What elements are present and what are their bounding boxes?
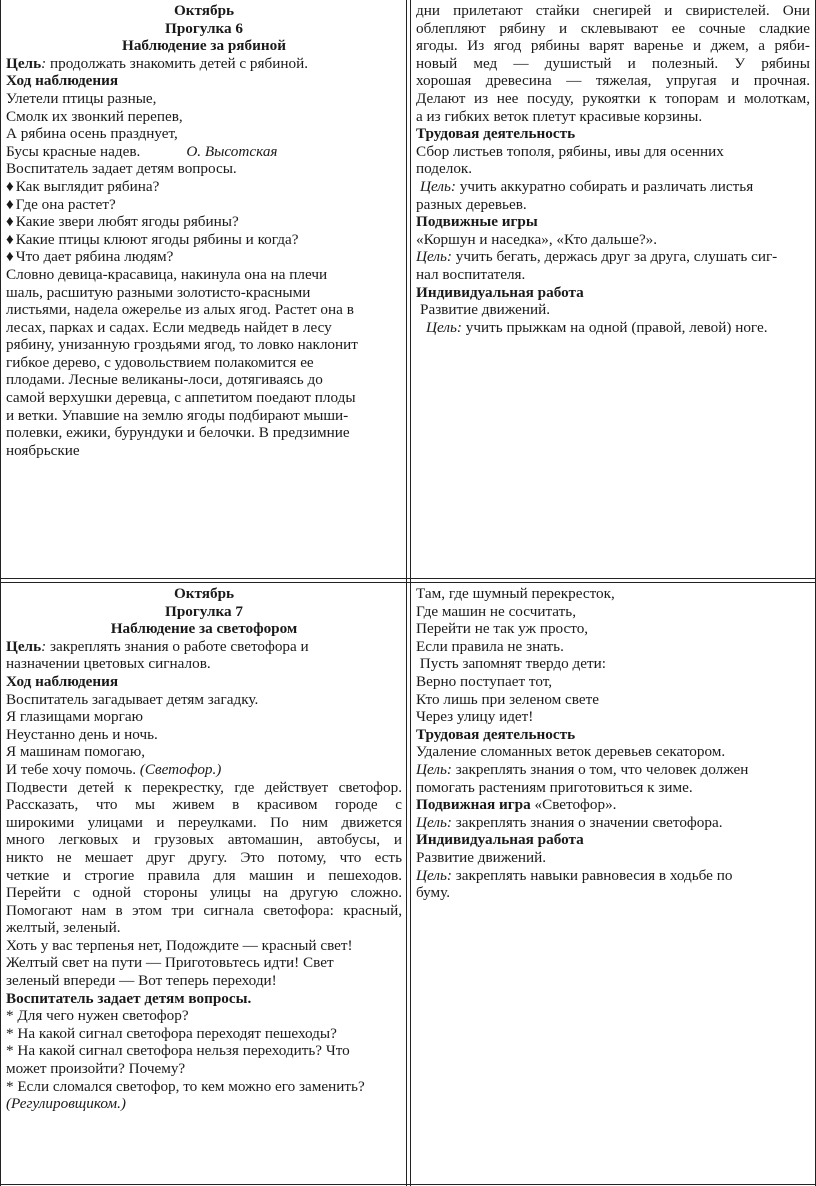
question-item: ♦ Где она растет? [6,196,402,214]
riddle-line: Я машинам помогаю, [6,743,146,761]
goal-label: Цель [6,637,42,655]
continuation-line: облепляют рябину и склевывают ее сочные сладкие [416,19,810,37]
verse-line: зеленый впереди — Вот теперь переходи! [6,972,277,990]
labor-goal [416,761,810,779]
topic-heading: Наблюдение за светофором [110,620,298,638]
poem-line: Через улицу идет! [416,708,534,726]
individual-goal-label: Цель: [426,318,462,336]
story-line: гибкое дерево, с удовольствием полакомится ее [6,353,314,371]
teacher-asks: Воспитатель задает детям вопросы. [6,160,237,178]
month-heading: Октябрь [173,2,235,19]
goal-line [6,638,402,656]
game-line [416,796,810,814]
individual-goal-text: закреплять навыки равновесия в ходьбе по [451,866,733,884]
games-goal [416,248,810,266]
question-item: * На какой сигнал светофора нельзя переходить? Что [6,1042,350,1060]
story-line: ноябрьские [6,441,80,459]
walk-heading: Прогулка 6 [165,19,243,37]
individual-goal-label: Цель: [416,866,452,884]
story-line: много легковых и грузовых автомашин, автобусы, и [6,831,402,849]
poem-line: Где машин не сосчитать, [416,602,577,620]
individual-goal [416,319,810,337]
poem-line: А рябина осень празднует, [6,125,178,143]
continuation-line: новый мед — душистый и полезный. У рябины [416,54,810,72]
game-heading: Подвижная игра [416,796,531,814]
story-line: рябину, унизанную гроздьями ягод, то ловко наклонит [6,336,358,354]
goal-text: продолжать знакомить детей с рябиной. [46,54,309,72]
goal-colon: : [41,54,47,72]
riddle-line: Неустанно день и ночь. [6,725,158,743]
verse-line: Желтый свет на пути — Приготовьтесь идти! Свет [6,954,334,972]
table-border-bottom [0,1184,816,1185]
labor-text: Сбор листьев тополя, рябины, ивы для осенних [416,142,724,160]
poem-line: Пусть запомнят твердо дети: [416,655,607,673]
story-line: самой верхушки деревца, с аппетитом поедают плоды [6,389,356,407]
poem-line: Улетели птицы разные, [6,89,157,107]
verse-line: Хоть у вас терпенья нет, Подождите — красный свет! [6,936,353,954]
riddle-line [6,761,402,779]
game-goal-label: Цель: [416,813,452,831]
story-line: Подвести детей к перекрестку, где действует светофор. [6,778,402,796]
individual-text: Развитие движений. [420,301,551,319]
poem-line: Верно поступает тот, [416,672,553,690]
question-item: ♦ Что дает рябина людям? [6,248,402,266]
question-item: ♦ Какие птицы клюют ягоды рябины и когда? [6,231,402,249]
game-goal [416,814,810,832]
story-line: шаль, расшитую разными золотисто-красными [6,283,311,301]
individual-goal-text: учить прыжкам на одной (правой, левой) ноге. [461,318,768,336]
labor-goal-cont: помогать растениям приготовиться к зиме. [416,778,693,796]
goal-line-cont: назначении цветовых сигналов. [6,655,211,673]
story-line: плодами. Лесные великаны-лоси, дотягиваясь до [6,371,323,389]
poem-line-text: Бусы красные надев. [6,142,141,160]
games-goal-label: Цель: [416,248,452,266]
row-divider-1 [0,578,816,579]
games-goal-text: учить бегать, держась друг за друга, слушать сиг- [451,248,778,266]
goal-label: Цель [6,54,42,72]
continuation-line: Делают из нее посуду, рукоятки к топорам и молоткам, [416,89,810,107]
teacher-asks: Воспитатель задает детям вопросы. [6,989,252,1007]
question-item: * Если сломался светофор, то кем можно его заменить? [6,1077,365,1095]
labor-goal-text: закреплять знания о том, что человек должен [451,760,749,778]
story-line: и ветки. Упавшие на землю ягоды подбирают мыши- [6,406,349,424]
continuation-line: хорошая древесина — тяжелая, упругая и прочная. [416,72,810,90]
labor-goal-text: учить аккуратно собирать и различать листья [455,177,754,195]
question-item: ♦ Какие звери любят ягоды рябины? [6,213,402,231]
poem-line: Если правила не знать. [416,637,564,655]
poem-line: Кто лишь при зеленом свете [416,690,599,708]
individual-text: Развитие движений. [416,848,547,866]
game-text: «Светофор». [530,796,617,814]
labor-heading: Трудовая деятельность [416,725,576,743]
story-line: листьями, надела ожерелье из алых ягод. Растет она в [6,301,354,319]
question-item: ♦ Как выглядит рябина? [6,178,402,196]
games-text: «Коршун и наседка», «Кто дальше?». [416,230,658,248]
labor-goal [416,178,810,196]
walk-6-left-cell [6,2,402,459]
poem-line: Перейти не так уж просто, [416,620,589,638]
story-line: широкими улицами и переулками. По ним движется [6,813,402,831]
riddle-last: И тебе хочу помочь. [6,760,140,778]
story-line: Помогают нам в этом три сигнала светофора: красный, [6,901,402,919]
labor-goal-cont: разных деревьев. [416,195,527,213]
story-line: Перейти с одной стороны улицы на другую сложно. [6,884,402,902]
walk-heading: Прогулка 7 [165,602,243,620]
story-line: четкие и строгие правила для машин и пешеходов. [6,866,402,884]
table-border-left [0,0,1,1186]
walk-6-right-cell [416,2,810,336]
poem-line [6,143,402,161]
goal-line [6,55,402,73]
poem-line: Там, где шумный перекресток, [416,585,615,602]
continuation-line: ягоды. Из ягод рябины варят варенье и джем, а ряби- [416,37,810,55]
games-heading: Подвижные игры [416,213,538,231]
individual-goal [416,867,810,885]
topic-heading: Наблюдение за рябиной [122,37,286,55]
individual-heading: Индивидуальная работа [416,831,584,849]
individual-heading: Индивидуальная работа [416,283,584,301]
story-line: Рассказать, что мы живем в красивом городе с [6,796,402,814]
goal-colon: : [41,637,47,655]
progress-heading: Ход наблюдения [6,72,119,90]
labor-goal-label: Цель: [416,760,452,778]
table-divider-2 [410,0,411,1186]
last-answer: (Регулировщиком.) [6,1095,126,1113]
poem-author: О. Высотская [186,142,278,160]
riddle-line: Я глазищами моргаю [6,708,143,726]
continuation-line: дни прилетают стайки снегирей и свиристелей. Они [416,2,810,19]
story-line: полевки, ежики, бурундуки и белочки. В предзимние [6,424,350,442]
labor-text: поделок. [416,160,473,178]
riddle-intro: Воспитатель загадывает детям загадку. [6,690,259,708]
walk-7-right-cell [416,585,810,902]
continuation-line: а из гибких веток плетут красивые корзины. [416,107,703,125]
question-item: * На какой сигнал светофора переходят пешеходы? [6,1024,337,1042]
month-heading: Октябрь [173,585,235,602]
progress-heading: Ход наблюдения [6,672,119,690]
games-goal-cont: нал воспитателя. [416,265,526,283]
story-line: никто не мешает друг другу. Это потому, что есть [6,848,402,866]
labor-heading: Трудовая деятельность [416,125,576,143]
table-divider-1 [406,0,407,1186]
question-item: может произойти? Почему? [6,1060,186,1078]
labor-text: Удаление сломанных веток деревьев секатором. [416,743,726,761]
story-line: лесах, парках и садах. Если медведь найдет в лесу [6,318,332,336]
riddle-answer: (Светофор.) [139,760,222,778]
labor-goal-label: Цель: [420,177,456,195]
story-line: Словно девица-красавица, накинула она на плечи [6,265,328,283]
individual-goal-cont: буму. [416,884,451,902]
row-divider-2 [0,582,816,583]
walk-7-left-cell [6,585,402,1113]
story-line: желтый, зеленый. [6,919,121,937]
game-goal-text: закреплять знания о значении светофора. [451,813,723,831]
poem-line: Смолк их звонкий перепев, [6,107,183,125]
goal-text: закреплять знания о работе светофора и [46,637,309,655]
question-item: * Для чего нужен светофор? [6,1007,189,1025]
